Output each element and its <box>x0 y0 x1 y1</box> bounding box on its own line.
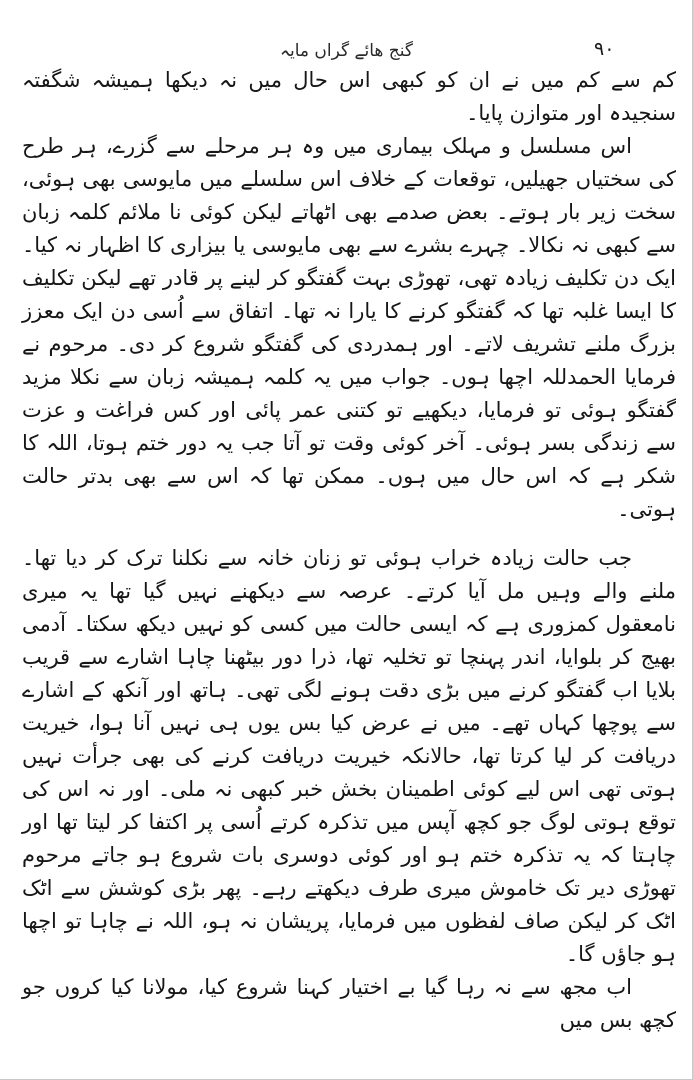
body-text <box>22 64 676 1037</box>
page-number: ۹۰ <box>594 38 615 60</box>
paragraph-3: جب حالت زیادہ خراب ہوئی تو زنان خانہ سے نکلنا ترک کر دیا تھا۔ ملنے والے وہیں مل آیا کرتے۔ عرصہ سے دیکھنے نہیں گیا تھا یہ میری نامعقول کمزوری ہے کہ ایسی حالت میں کسی کو نہیں دیکھ سکتا۔ آدمی بھیج کر بلوایا، اندر پہنچا تو تخلیہ تھا، ذرا دور بیٹھنا چاہا اشارے سے قریب بلایا اب گفتگو کرنے میں بڑی دقت ہونے لگی تھی۔ ہاتھ اور آنکھ کے اشارے سے پوچھا کہاں تھے۔ میں نے عرض کیا بس یوں ہی نہیں آنا ہوا، خیریت دریافت کر لیا کرتا تھا، حالانکہ خیریت دریافت کرنے کی بھی جرأت نہیں ہوتی تھی اس لیے کوئی اطمینان بخش خبر کبھی نہ ملی۔ اور نہ اس کی توقع ہوتی لوگ جو کچھ آپس میں تذکرہ کرتے اُسی پر اکتفا کر لیتا تھا اور چاہتا کہ یہ تذکرہ ختم ہو اور کوئی دوسری بات شروع ہو جاتے مرحوم تھوڑی دیر تک خاموش میری طرف دیکھتے رہے۔ پھر بڑی کوشش سے اٹک اٹک کر لیکن صاف لفظوں میں فرمایا، پریشان نہ ہو، اللہ نے چاہا تو اچھا ہو جاؤں گا۔ <box>22 546 676 966</box>
paragraph-1: کم سے کم میں نے ان کو کبھی اس حال میں نہ دیکھا ہمیشہ شگفتہ سنجیدہ اور متوازن پایا۔ <box>22 68 676 125</box>
running-title: گنج ھائے گراں مایہ <box>280 41 413 61</box>
paragraph-2: اس مسلسل و مہلک بیماری میں وہ ہر مرحلے سے گزرے، ہر طرح کی سختیاں جھیلیں، توقعات کے خلاف اس سلسلے میں مایوسی بھی ہوئی، سخت زیر بار ہوتے۔ بعض صدمے بھی اٹھاتے لیکن کوئی نا ملائم کلمہ زبان سے کبھی نہ نکالا۔ چہرے بشرے سے بھی مایوسی یا بیزاری کا اظہار نہ کیا۔ ایک دن تکلیف زیادہ تھی، تھوڑی بہت گفتگو کر لینے پر قادر تھے لیکن تکلیف کا ایسا غلبہ تھا کہ گفتگو کرنے کا یارا نہ تھا۔ اتفاق سے اُسی دن ایک معزز بزرگ ملنے تشریف لاتے۔ اور ہمدردی کی گفتگو شروع کر دی۔ مرحوم نے فرمایا الحمدللہ اچھا ہوں۔ جواب میں یہ کلمہ ہمیشہ زبان سے نکلا مزید گفتگو ہوئی تو فرمایا، دیکھیے تو کتنی عمر پائی اور کس فراغت و عزت سے زندگی بسر ہوئی۔ آخر کوئی وقت تو آتا جب یہ دور ختم ہوتا، اللہ کا شکر ہے کہ اس حال میں ہوں۔ ممکن تھا کہ اس سے بھی بدتر حالت ہوتی۔ <box>22 134 676 521</box>
page-header <box>0 40 693 66</box>
paragraph-4: اب مجھ سے نہ رہا گیا بے اختیار کہنا شروع کیا، مولانا کیا کروں جو کچھ بس میں <box>22 975 676 1032</box>
